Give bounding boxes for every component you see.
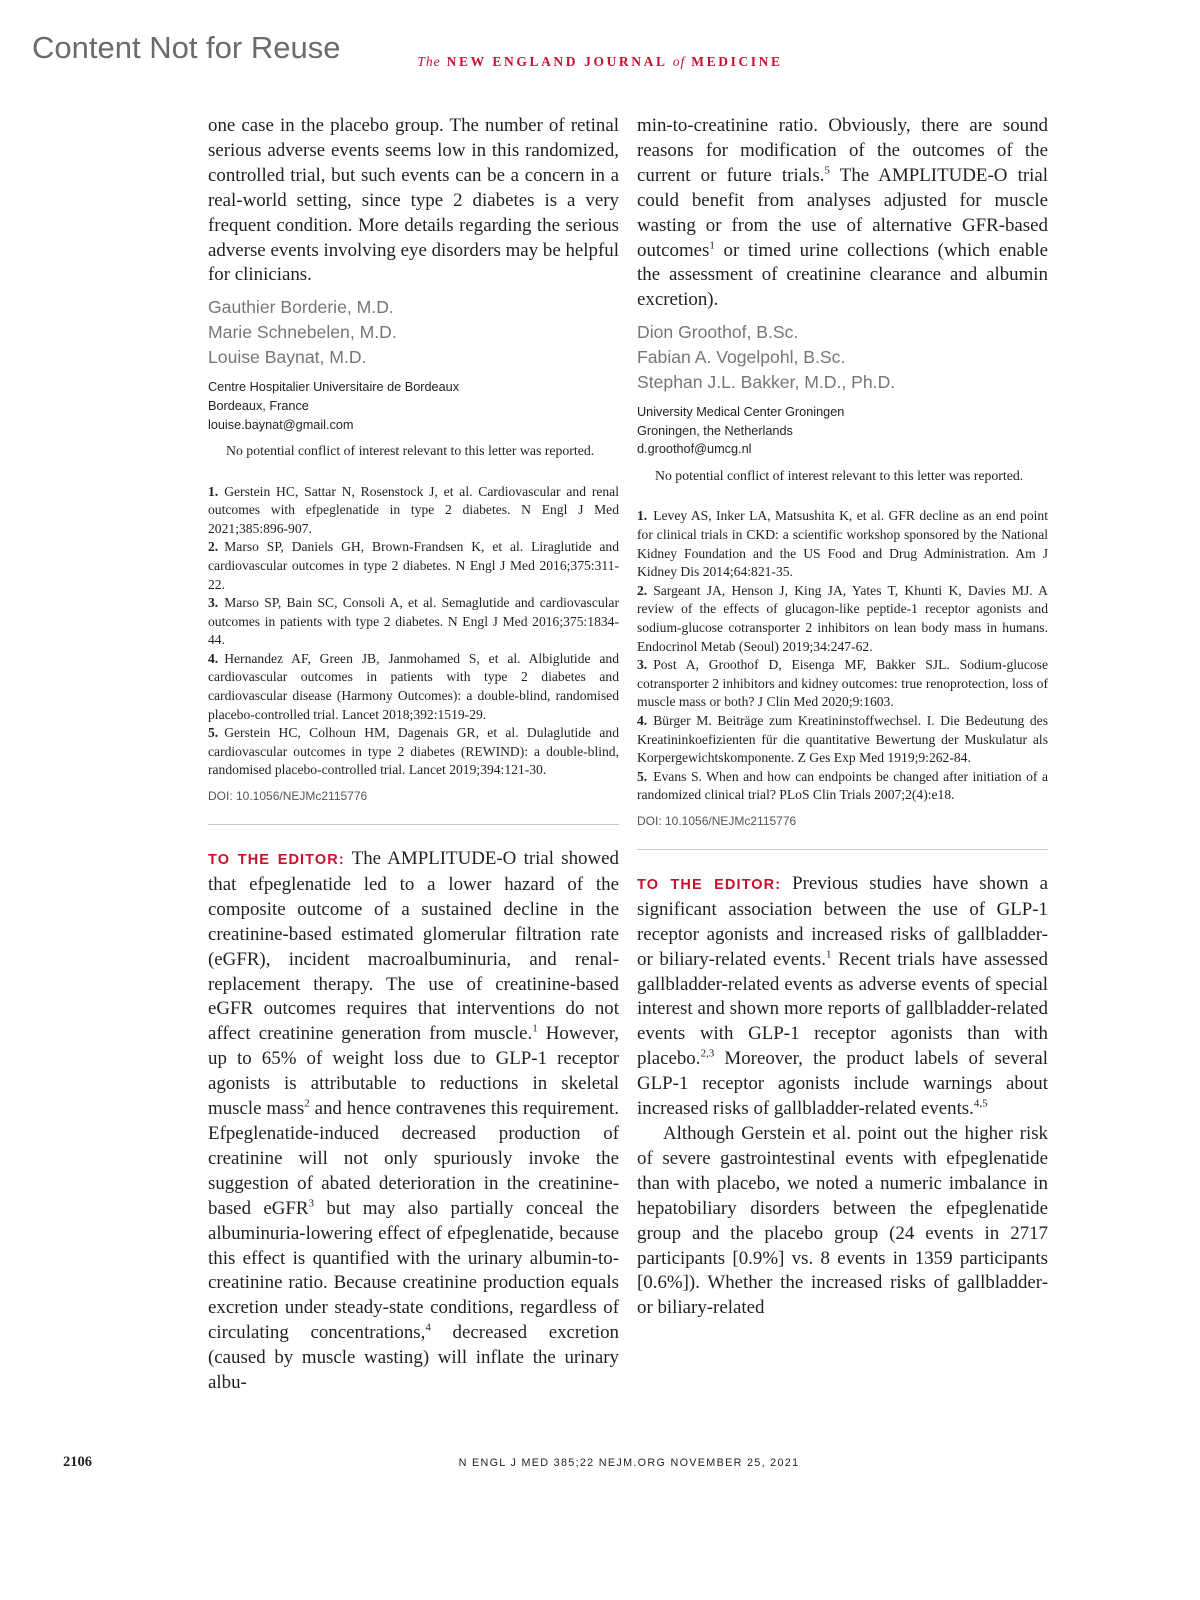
to-the-editor-label: TO THE EDITOR: — [637, 876, 782, 893]
author-name: Stephan J.L. Bakker, M.D., Ph.D. — [637, 372, 896, 393]
letter2-references — [637, 507, 1048, 805]
reference-number: 4. — [637, 712, 648, 728]
journal-footer: N ENGL J MED 385;22 NEJM.ORG NOVEMBER 25, 2021 — [458, 1457, 800, 1469]
letter3-paragraph-2: Although Gerstein et al. point out the higher risk of severe gastrointestinal events with efpeglenatide than with placebo, we noted a numeric imbalance in hepatobiliary disorders between the efpeglenatide group and the placebo group (24 events in 2717 participants [0.9%] vs. 8 events in 1359 participants [0.6%]). Whether the increased risks of gallbladder- or biliary-related — [637, 1123, 1048, 1319]
text-run: or timed urine collections (which enable the assessment of creatinine clearance and albumin excretion). — [637, 239, 1048, 311]
letter2-body — [208, 847, 619, 1396]
masthead-joiner: of — [672, 54, 686, 69]
reference-number: 1. — [637, 508, 648, 524]
reference-item — [208, 650, 619, 724]
left-column — [208, 114, 619, 1396]
affiliation-line: University Medical Center Groningen — [637, 405, 845, 420]
letter1-doi[interactable]: DOI: 10.1056/NEJMc2115776 — [208, 789, 368, 804]
author-name: Marie Schnebelen, M.D. — [208, 322, 397, 343]
reference-text: Hernandez AF, Green JB, Janmohamed S, et al. Albiglutide and cardiovascular outcomes in patients with type 2 diabetes and cardiovascular disease (Harmony Outcomes): a double-blind, randomised placebo-controlled trial. Lancet 2018;392:1519-29. — [208, 650, 619, 722]
reference-item — [208, 538, 619, 594]
letter2-continuation — [637, 114, 1048, 313]
reference-text: Marso SP, Daniels GH, Brown-Frandsen K, et al. Liraglutide and cardiovascular outcomes in type 2 diabetes. N Engl J Med 2016;375:311-22. — [208, 539, 619, 592]
letter2-affiliation — [637, 403, 1048, 459]
to-the-editor-label: TO THE EDITOR: — [208, 852, 345, 869]
author-name: Louise Baynat, M.D. — [208, 347, 367, 368]
citation-marker: 4 — [425, 1321, 431, 1334]
reference-number: 1. — [208, 483, 219, 499]
letter1-affiliation — [208, 378, 619, 434]
reference-item — [208, 594, 619, 650]
reference-number: 3. — [208, 595, 219, 611]
author-email-link[interactable]: louise.baynat@gmail.com — [208, 417, 354, 432]
reference-text: Marso SP, Bain SC, Consoli A, et al. Semaglutide and cardiovascular outcomes in patients with type 2 diabetes. N Engl J Med 2016;375:1834-44. — [208, 595, 619, 648]
masthead-part1: NEW ENGLAND JOURNAL — [446, 54, 667, 69]
author-email-link[interactable]: d.groothof@umcg.nl — [637, 442, 752, 457]
letter1-authors — [208, 295, 619, 370]
reference-text: Sargeant JA, Henson J, King JA, Yates T, Khunti K, Davies MJ. A review of the effects of glucagon-like peptide-1 receptor agonists and sodium-glucose cotransporter 2 inhibitors on lean body mass in humans. Endocrinol Metab (Seoul) 2019;34:247-62. — [637, 582, 1048, 654]
journal-masthead — [0, 54, 1200, 70]
reference-number: 4. — [208, 650, 219, 666]
text-run: Previous studies have shown a significant association between the use of GLP-1 receptor agonists and increased risks of gallbladder- or biliary-related events. — [637, 872, 1048, 970]
text-run: min-to-creatinine ratio. Obviously, there are sound reasons for modification of the outcomes of the current or future trials. — [637, 115, 1048, 186]
citation-marker: 2 — [304, 1097, 310, 1110]
reference-text: Bürger M. Beiträge zum Kreatininstoffwechsel. I. Die Bedeutung des Kreatininkoefizienten für die quantitative Bewertung der Muskulatur als Korpergewichtskomponente. Z Ges Exp Med 1919;9:262-84. — [637, 712, 1048, 766]
reference-number: 2. — [208, 539, 219, 555]
letter1-continuation: one case in the placebo group. The number of retinal serious adverse events seems low in this randomized, controlled trial, but such events can be a concern in a real-world setting, since type 2 diabetes is a very frequent condition. More details regarding the serious adverse events involving eye disorders may be helpful for clinicians. — [208, 115, 619, 286]
reference-item — [208, 724, 619, 780]
reference-item — [637, 656, 1048, 712]
author-name: Fabian A. Vogelpohl, B.Sc. — [637, 347, 846, 368]
citation-marker: 2,3 — [700, 1047, 715, 1060]
citation-marker: 5 — [824, 164, 830, 177]
text-run: The AMPLITUDE-O trial could benefit from analyses adjusted for muscle wasting or from the use of alternative GFR-based outcomes — [637, 164, 1048, 261]
letter-divider — [208, 824, 619, 825]
text-run: Moreover, the product labels of several GLP-1 receptor agonists include warnings about increased risks of gallbladder-related events. — [637, 1048, 1048, 1120]
letter2-doi[interactable]: DOI: 10.1056/NEJMc2115776 — [637, 813, 797, 828]
reference-number: 5. — [637, 768, 648, 784]
reference-item — [637, 712, 1048, 768]
citation-marker: 1 — [826, 948, 832, 961]
text-run: However, up to 65% of weight loss due to GLP-1 receptor agonists is attributable to reductions in skeletal muscle mass — [208, 1023, 619, 1120]
citation-marker: 1 — [709, 239, 715, 252]
affiliation-line: Centre Hospitalier Universitaire de Bordeaux — [208, 380, 460, 395]
reference-number: 3. — [637, 657, 648, 673]
text-run: Recent trials have assessed gallbladder-related events as adverse events of special interest and shown more reports of gallbladder-related events with GLP-1 receptor agonists than with placebo. — [637, 948, 1048, 1070]
reference-number: 5. — [208, 725, 219, 741]
text-run: and hence contravenes this requirement. Efpeglenatide-induced decreased production of creatinine will not only spuriously invoke the suggestion of abated deterioration in the creatinine-based eGFR — [208, 1098, 620, 1219]
reference-text: Gerstein HC, Sattar N, Rosenstock J, et al. Cardiovascular and renal outcomes with efpeglenatide in type 2 diabetes. N Engl J Med 2021;385:896-907. — [208, 483, 619, 536]
reference-text: Gerstein HC, Colhoun HM, Dagenais GR, et al. Dulaglutide and cardiovascular outcomes in type 2 diabetes (REWIND): a double-blind, randomised placebo-controlled trial. Lancet 2019;394:121-30. — [208, 725, 619, 778]
citation-marker: 1 — [532, 1023, 538, 1036]
reference-text: Evans S. When and how can endpoints be changed after initiation of a randomized clinical trial? PLoS Clin Trials 2007;2(4):e18. — [637, 768, 1048, 803]
letter2-authors — [637, 320, 1048, 395]
text-run: but may also partially conceal the albuminuria-lowering effect of efpeglenatide, because this effect is quantified with the urinary albumin-to-creatinine ratio. Because creatinine production equals excretion under steady-state conditions, regardless of circulating concentrations, — [208, 1197, 619, 1344]
text-run: The AMPLITUDE-O trial showed that efpeglenatide led to a lower hazard of the composite outcome of a sustained decline in the creatinine-based estimated glomerular filtration rate (eGFR), incident macroalbuminuria, and renal-replacement therapy. The use of creatinine-based eGFR outcomes requires that interventions do not affect creatinine generation from muscle. — [208, 848, 619, 1045]
affiliation-line: Bordeaux, France — [208, 398, 309, 413]
watermark: Content Not for Reuse — [32, 30, 341, 65]
reference-item — [637, 768, 1048, 805]
reference-item — [637, 507, 1048, 581]
citation-marker: 3 — [308, 1197, 315, 1210]
reference-text: Levey AS, Inker LA, Matsushita K, et al. GFR decline as an end point for clinical trials in CKD: a scientific workshop sponsored by the National Kidney Foundation and the US Food and Drug Administration. Am J Kidney Dis 2014;64:821-35. — [637, 508, 1048, 580]
right-column — [637, 114, 1048, 1321]
masthead-part2: MEDICINE — [691, 54, 783, 69]
letter-divider — [637, 849, 1048, 850]
masthead-prefix: The — [417, 54, 441, 69]
reference-number: 2. — [637, 582, 648, 598]
conflict-of-interest-note: No potential conflict of interest relevant to this letter was reported. — [655, 468, 1024, 484]
reference-item — [208, 483, 619, 539]
author-name: Gauthier Borderie, M.D. — [208, 297, 394, 318]
conflict-of-interest-note: No potential conflict of interest relevant to this letter was reported. — [226, 443, 595, 459]
citation-marker: 4,5 — [973, 1097, 988, 1110]
author-name: Dion Groothof, B.Sc. — [637, 322, 799, 343]
letter1-references — [208, 483, 619, 781]
page-number: 2106 — [63, 1454, 92, 1470]
reference-item — [637, 582, 1048, 656]
affiliation-line: Groningen, the Netherlands — [637, 423, 793, 438]
reference-text: Post A, Groothof D, Eisenga MF, Bakker SJL. Sodium-glucose cotransporter 2 inhibitors and kidney outcomes: true renoprotection, loss of muscle mass or both? J Clin Med 2020;9:1603. — [637, 657, 1048, 710]
letter3-body — [637, 872, 1048, 1122]
text-run: decreased excretion (caused by muscle wasting) will inflate the urinary albu- — [208, 1322, 619, 1394]
